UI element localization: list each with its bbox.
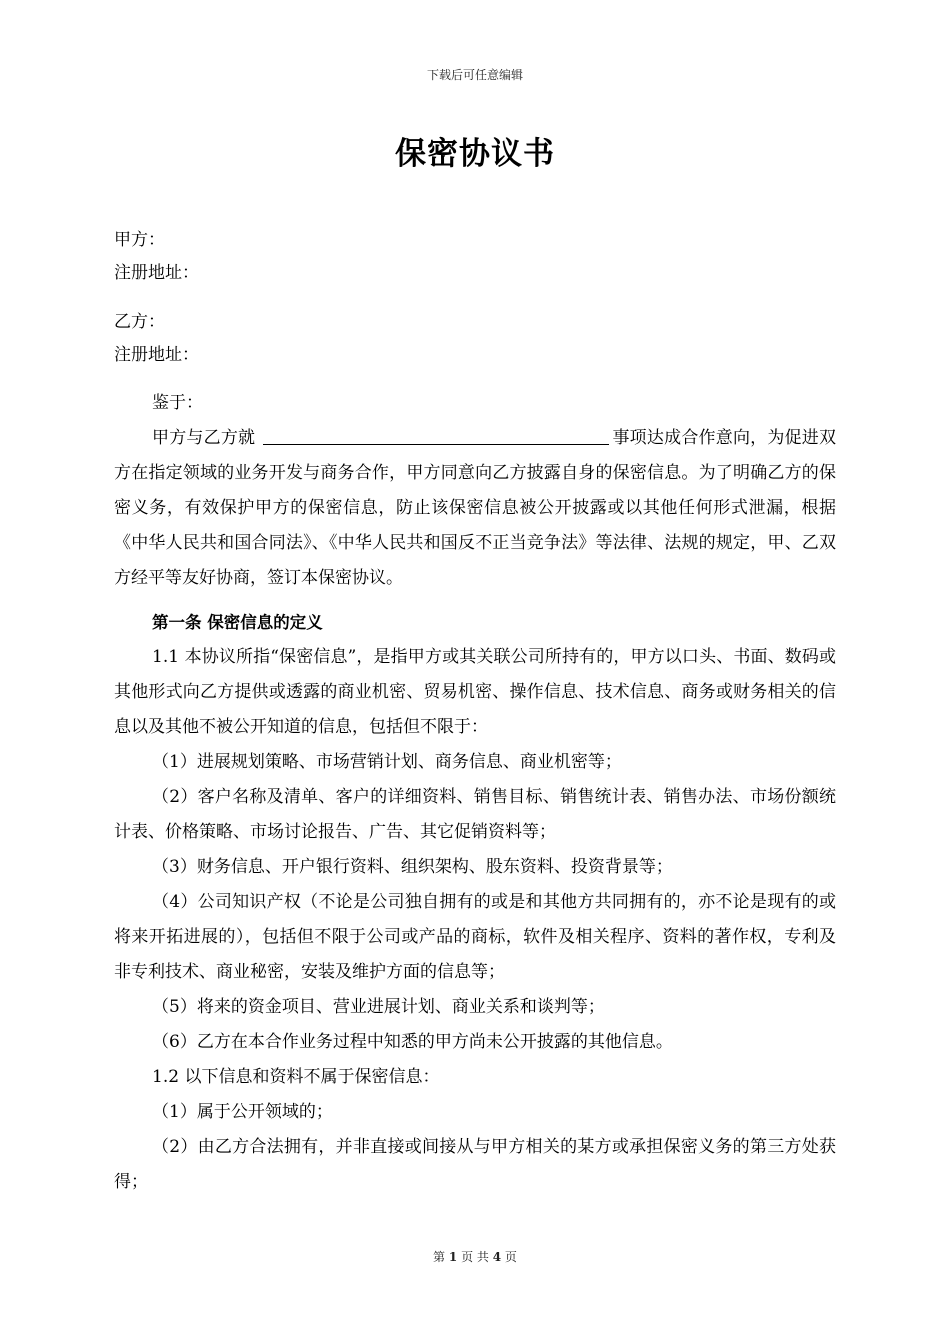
party-a-label: 甲方： <box>114 230 165 250</box>
party-a-block <box>114 224 199 290</box>
party-a-address-label: 注册地址： <box>114 263 199 283</box>
clause-1-1-item: （2）客户名称及清单、客户的详细资料、销售目标、销售统计表、销售办法、市场份额统计表、价格策略、市场讨论报告、广告、其它促销资料等； <box>114 787 836 842</box>
clause-1-2: 1.2 以下信息和资料不属于保密信息： <box>152 1067 440 1087</box>
party-b-label: 乙方： <box>114 312 165 332</box>
clause-1-1-item: （4）公司知识产权（不论是公司独自拥有的或是和其他方共同拥有的，亦不论是现有的或将来开拓进展的），包括但不限于公司或产品的商标，软件及相关程序、资料的著作权，专利及非专利技术、商业秘密，安装及维护方面的信息等； <box>114 892 836 982</box>
clause-1-2-item: （2）由乙方合法拥有，并非直接或间接从与甲方相关的某方或承担保密义务的第三方处获得； <box>114 1137 836 1192</box>
footer-total-pages: 4 <box>492 1250 502 1264</box>
document-body <box>114 386 836 1200</box>
page-footer <box>0 1248 950 1265</box>
party-b-address-label: 注册地址： <box>114 345 199 365</box>
party-b-block <box>114 306 199 372</box>
whereas-heading: 鉴于： <box>152 393 203 413</box>
clause-1-1-item: （1）进展规划策略、市场营销计划、商务信息、商业机密等； <box>152 752 622 772</box>
whereas-after-blank: 事项达成合作意向，为促进双方在指定领域的业务开发与商务合作，甲方同意向乙方披露自身的保密信息。为了明确乙方的保密义务，有效保护甲方的保密信息，防止该保密信息被公开披露或以其他任何形式泄漏，根据《中华人民共和国合同法》、《中华人民共和国反不正当竞争法》等法律、法规的规定，甲、乙双方经平等友好协商，签订本保密协议。 <box>114 428 837 588</box>
footer-prefix: 第 <box>433 1250 446 1264</box>
footer-suffix: 页 <box>504 1250 517 1264</box>
whereas-before-blank: 甲方与乙方就 <box>152 428 256 448</box>
document-title: 保密协议书 <box>395 136 555 172</box>
clause-1-1-item: （3）财务信息、开户银行资料、组织架构、股东资料、投资背景等； <box>152 857 673 877</box>
footer-page-number: 1 <box>448 1250 458 1264</box>
clause-1-1-item: （5）将来的资金项目、营业进展计划、商业关系和谈判等； <box>152 997 605 1017</box>
clause-1-1: 1.1 本协议所指“保密信息”，是指甲方或其关联公司所持有的，甲方以口头、书面、数码或其他形式向乙方提供或透露的商业机密、贸易机密、操作信息、技术信息、商务或财务相关的信息以及其他不被公开知道的信息，包括但不限于： <box>114 647 836 737</box>
clause-1-2-item: （1）属于公开领域的； <box>152 1102 333 1122</box>
article-1-heading: 第一条 保密信息的定义 <box>152 613 323 632</box>
matter-blank-line <box>263 426 609 445</box>
clause-1-1-item: （6）乙方在本合作业务过程中知悉的甲方尚未公开披露的其他信息。 <box>152 1032 673 1052</box>
whereas-paragraph <box>114 421 836 596</box>
header-note: 下载后可任意编辑 <box>426 68 523 82</box>
footer-middle: 页 共 <box>461 1250 489 1264</box>
